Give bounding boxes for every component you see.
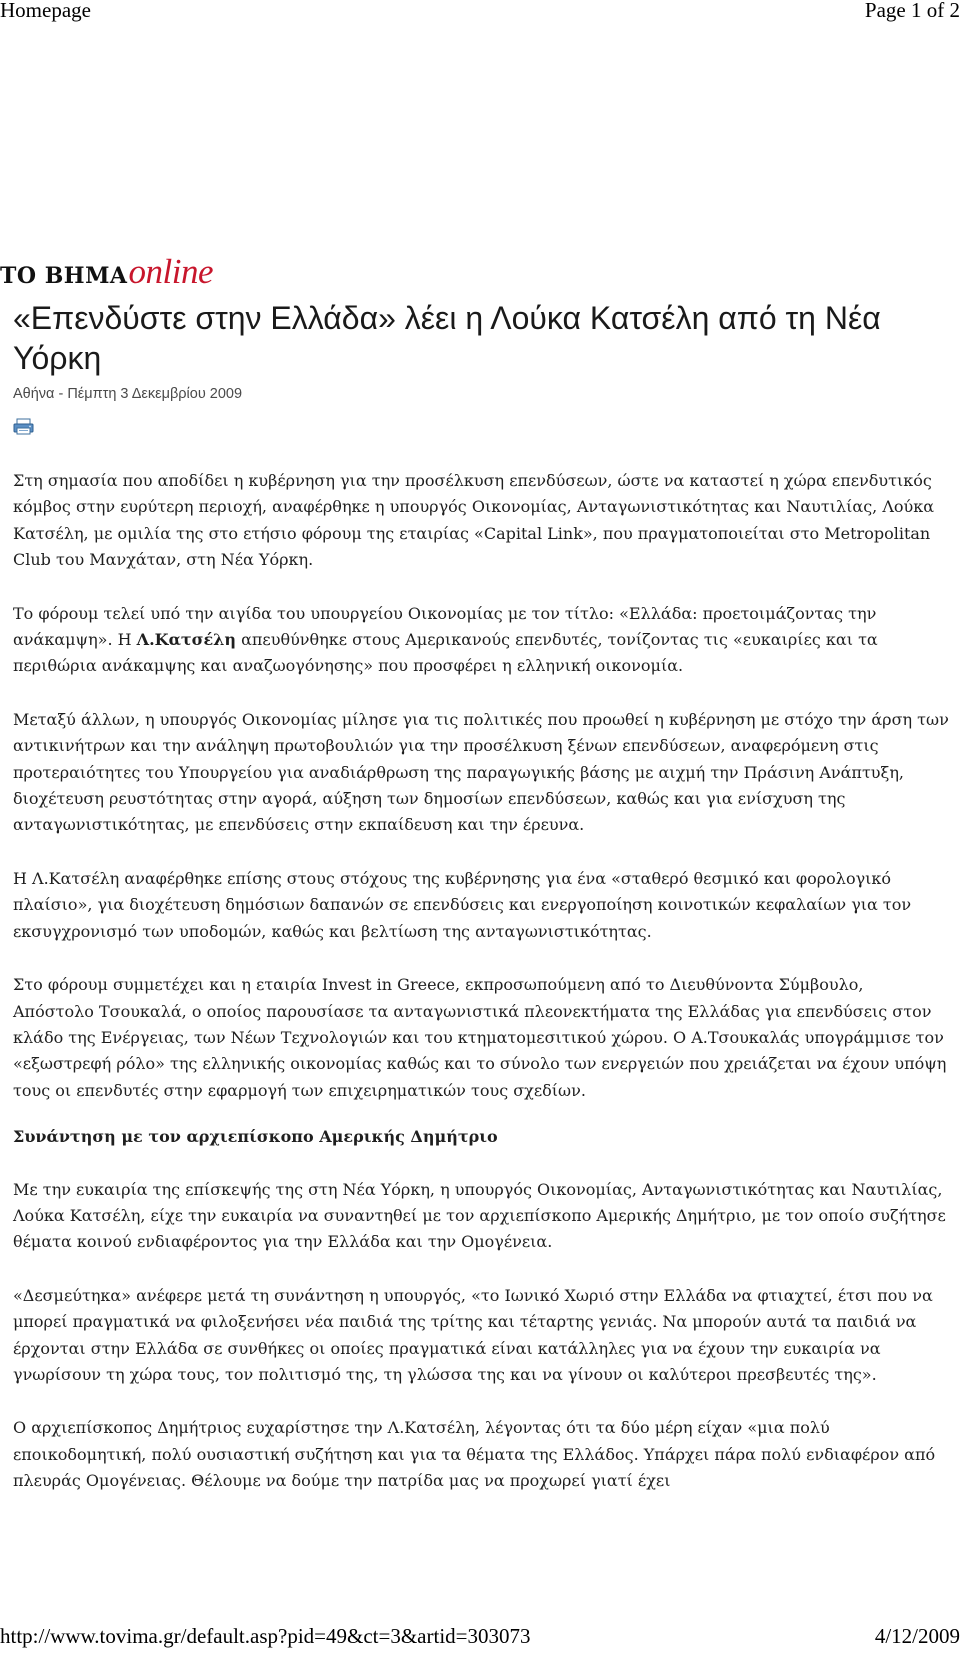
minister-name-bold: Λ.Κατσέλη <box>136 630 237 650</box>
article-paragraph: Στο φόρουμ συμμετέχει και η εταιρία Invest in Greece, εκπροσωπούμενη από το Διευθύνοντα Σύμβουλο, Απόστολο Τσουκαλά, ο οποίος παρουσίασε τα ανταγωνιστικά πλεονεκτήματα της Ελλάδας για επενδύσεις στον κλάδο της Ενέργειας, των Νέων Τεχνολογιών και του κτηματομεσιτικού χώρου. Ο Α.Τσουκαλάς υπογράμμισε τον «εξωστρεφή ρόλο» της ελληνικής οικονομίας καθώς και το σύνολο των ενεργειών που χρειάζεται να έχουν υπόψη τους οι επενδυτές στην εφαρμογή των επιχειρηματικών τους σχεδίων. <box>13 975 947 1100</box>
paragraph-text: απευθύνθηκε στους Αμερικανούς επενδυτές, τονίζοντας τις «ευκαιρίες και τα περιθώρια ανάκαμψης και αναζωογόνησης» που προσφέρει η ελληνική οικονομία. <box>13 630 878 676</box>
print-button[interactable] <box>13 418 34 435</box>
logo-online: online <box>128 252 213 291</box>
article-paragraph <box>13 601 949 680</box>
article-paragraph: Με την ευκαιρία της επίσκεψής της στη Νέα Υόρκη, η υπουργός Οικονομίας, Ανταγωνιστικότητας και Ναυτιλίας, Λούκα Κατσέλη, είχε την ευκαιρία να συναντηθεί με τον αρχιεπίσκοπο Αμερικής Δημήτριο, με τον οποίο συζήτησε θέματα κοινού ενδιαφέροντος για την Ελλάδα και την Ομογένεια. <box>13 1179 946 1252</box>
print-footer-url: http://www.tovima.gr/default.asp?pid=49&ct=3&artid=303073 <box>0 1624 531 1648</box>
print-icon <box>13 418 34 435</box>
article-body <box>13 468 949 1495</box>
print-footer-date: 4/12/2009 <box>874 1624 960 1648</box>
print-header-title: Homepage <box>0 0 91 22</box>
print-header-page-number: Page 1 of 2 <box>864 0 960 22</box>
article-title: «Επενδύστε στην Ελλάδα» λέει η Λούκα Κατσέλη από τη Νέα Υόρκη <box>13 300 881 376</box>
article-date: Αθήνα - Πέμπτη 3 Δεκεμβρίου 2009 <box>13 386 243 402</box>
article-paragraph: Στη σημασία που αποδίδει η κυβέρνηση για την προσέλκυση επενδύσεων, ώστε να καταστεί η χώρα επενδυτικός κόμβος στην ευρύτερη περιοχή, αναφέρθηκε η υπουργός Οικονομίας, Ανταγωνιστικότητας και Ναυτιλίας, Λούκα Κατσέλη, με ομιλία της στο ετήσιο φόρουμ της εταιρίας «Capital Link», που πραγματοποιείται στο Metropolitan Club του Μανχάταν, στη Νέα Υόρκη. <box>13 471 935 570</box>
article-paragraph: Ο αρχιεπίσκοπος Δημήτριος ευχαρίστησε την Λ.Κατσέλη, λέγοντας ότι τα δύο μέρη είχαν «μια πολύ εποικοδομητική, πολύ ουσιαστική συζήτηση και για τα θέματα της Ελλάδος. Υπάρχει πάρα πολύ ενδιαφέρον από πλευράς Ομογένειας. Θέλουμε να δούμε την πατρίδα μας να προχωρεί γιατί έχει <box>13 1418 936 1491</box>
article-paragraph: Μεταξύ άλλων, η υπουργός Οικονομίας μίλησε για τις πολιτικές που προωθεί η κυβέρνηση με στόχο την άρση των αντικινήτρων και την ανάληψη πρωτοβουλιών για την προσέλκυση ξένων επενδύσεων, αναφερόμενη στις προτεραιότητες του Υπουργείου για αναδιάρθρωση της παραγωγικής βάσης με αιχμή την Πράσινη Ανάπτυξη, διοχέτευση ρευστότητας στην αγορά, αύξηση των δημοσίων επενδύσεων, καθώς και για ενίσχυση της ανταγωνιστικότητας, με επενδύσεις στην εκπαίδευση και την έρευνα. <box>13 709 949 835</box>
site-logo[interactable] <box>0 252 213 291</box>
article-paragraph: Η Λ.Κατσέλη αναφέρθηκε επίσης στους στόχους της κυβέρνησης για ένα «σταθερό θεσμικό και φορολογικό πλαίσιο», για διοχέτευση δημόσιων δαπανών σε επενδύσεις και ενεργοποίηση κοινοτικών κεφαλαίων για τον εκσυγχρονισμό των υποδομών, καθώς και βελτίωση της ανταγωνιστικότητας. <box>13 868 912 941</box>
paragraph-text: Το φόρουμ τελεί υπό την αιγίδα του υπουργείου Οικονομίας με τον τίτλο: «Ελλάδα: προετοιμάζοντας την ανάκαμψη». Η <box>13 603 877 650</box>
logo-brand: ΤΟ ΒΗΜΑ <box>0 263 128 289</box>
article-subheading: Συνάντηση με τον αρχιεπίσκοπο Αμερικής Δημήτριο <box>13 1127 498 1147</box>
article-paragraph: «Δεσμεύτηκα» ανέφερε μετά τη συνάντηση η υπουργός, «το Ιωνικό Χωριό στην Ελλάδα να φτιαχτεί, έτσι που να μπορεί πραγματικά να φιλοξενήσει νέα παιδιά της τρίτης και τέταρτης γενιάς. Να μπορούν αυτά τα παιδιά να έρχονται στην Ελλάδα σε συνθήκες οι οποίες πραγματικά είναι κατάλληλες για να έχουν την ευκαιρία να γνωρίσουν τη χώρα τους, τον πολιτισμό της, τη γλώσσα της και να γίνουν οι καλύτεροι πρεσβευτές της». <box>13 1285 933 1384</box>
